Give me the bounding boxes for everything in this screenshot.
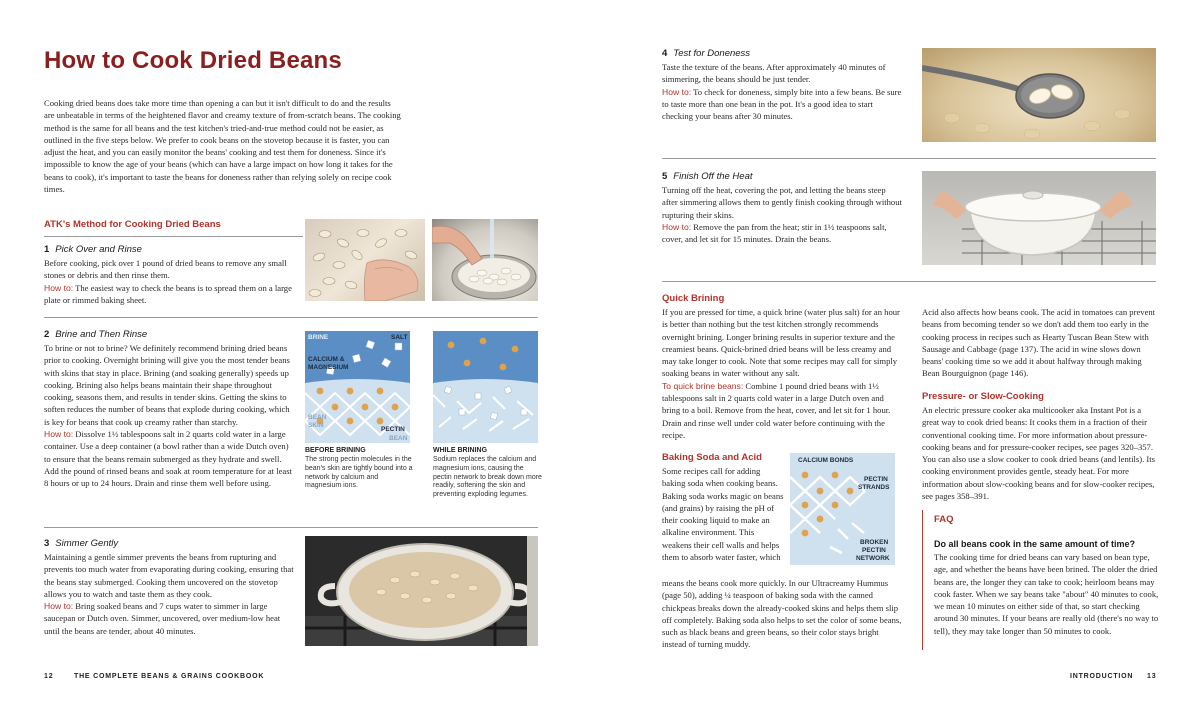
step1-howto: The easiest way to check the beans is to spread them on a large plate or rimmed baking sheet. [44,282,292,305]
simmering-pot-illustration [305,536,538,646]
quick-brining-heading: Quick Brining [662,293,725,304]
quick-brining-body [662,306,902,441]
before-brining-caption-title: BEFORE BRINING [305,447,366,454]
step5-body [662,184,902,245]
faq-answer: The cooking time for dried beans can vary based on bean type, age, and whether the beans have been brined. The older the dried beans are, the longer they can take to cook; heirloom beans may cook faster. When we say beans take "about" 40 minutes to cook, we mean 10 minutes on either side of that, so start checking around 30 minutes. If your beans are really old (there's no way to tell), they may take longer than 50 minutes to cook. [934,552,1159,636]
diagram-label-strands: STRANDS [858,484,890,491]
step4-number: 4 [662,48,668,59]
diagram-label-network: NETWORK [856,555,890,562]
diagram-label-broken: BROKEN [860,539,889,546]
step5-howto: Remove the pan from the heat; stir in 1½ teaspoons salt, cover, and let sit for 15 minutes. Drain the beans. [662,221,887,245]
pressure-paragraph: An electric pressure cooker aka multicooker aka Instant Pot is a great way to cook dried beans: It cooks them in a fraction of their conventional cooking time. For more information about pressure-cooking beans and for pressure-cooker recipes, see pages 320–357. You can also use a slow cooker to cook dried beans (and lentils). Its cooking environment provides gentle, steady heat. For more information about slow-cooking beans and for slow-cooker recipes, see pages 358–391. [922,405,1156,502]
quick-brining-howto: Combine 1 pound dried beans with 1½ tablespoons salt in 2 quarts cold water in a large Dutch oven and bring to a boil. Remove from the heat, cover, and let sit for 1 hour. Drain and rinse well under cold water before continuing with the recipe. [662,380,891,440]
diagram-before-brining [305,331,410,443]
diagram-label-brine: BRINE [308,334,329,341]
step1-number: 1 [44,244,50,255]
step2-howto: Dissolve 1½ tablespoons salt in 2 quarts cold water in a large container. Use a deep container (a bowl rather than a wide Dutch oven) to ensure that the beans remain submerged as they hydrate and swell. Add the pound of rinsed beans and soak at room temperature for at least 8 hours or up to 24 hours. Drain and rinse them well before using. [44,429,292,489]
step2-heading [44,329,147,340]
step5-title: Finish Off the Heat [673,171,753,182]
faq-question: Do all beans cook in the same amount of time? [934,539,1136,549]
step3-text: Maintaining a gentle simmer prevents the beans from rupturing and prevents too much water from evaporating during cooking, ensuring that the beans stay submerged. Cooking them uncovered on the stovetop allows you to watch and taste them as they cook. [44,552,294,599]
diagram-label-bean-bottom: BEAN [389,435,408,442]
step3-howto: Bring soaked beans and 7 cups water to simmer in large saucepan or Dutch oven. Simmer, uncovered, over medium-low heat until the beans are tender, about 40 minutes. [44,601,281,636]
method-heading: ATK's Method for Cooking Dried Beans [44,219,221,230]
photo-simmering-pot [305,536,538,646]
step1-title: Pick Over and Rinse [55,244,142,255]
baking-soda-text-full: means the beans cook more quickly. In our Ultracreamy Hummus (page 50), adding ¼ teaspoon of baking soda with the canned chickpeas breaks down the already-cooked skins and helps them slip off completely. Baking soda also helps to set the color of some beans, such as black beans and green beans, so their color stays bright instead of turning muddy. [662,578,902,650]
step1-text: Before cooking, pick over 1 pound of dried beans to remove any small stones or debris and then rinse them. [44,258,287,281]
diagram-label-bean: BEAN [308,414,327,421]
diagram-label-broken-pectin: PECTIN [862,547,886,554]
while-brining-caption-title: WHILE BRINING [433,447,488,454]
step1-howto-label: How to: [44,282,74,293]
step5-heading [662,171,753,182]
diagram-while-brining [433,331,538,443]
photo-beans-on-sheet [305,219,425,301]
while-brining-caption: Sodium replaces the calcium and magnesium ions, causing the pectin network to break down more readily, softening the skin and preventing exploding legumes. [433,456,542,499]
photo-covered-pot [922,171,1156,265]
step5-text: Turning off the heat, covering the pot, and letting the beans steep after simmering allows them to gently finish cooking through without rupturing their skins. [662,185,902,220]
page-title: How to Cook Dried Beans [44,47,342,74]
quick-brining-howto-label: To quick brine beans: [662,380,744,391]
step2-howto-label: How to: [44,429,74,440]
diagram-label-calcium: CALCIUM & [308,356,345,363]
step4-rule [662,158,1156,159]
left-footer-book-title: THE COMPLETE BEANS & GRAINS COOKBOOK [74,673,265,680]
spoon-beans-illustration [922,48,1156,142]
step3-howto-label: How to: [44,601,74,612]
step2-title: Brine and Then Rinse [55,329,148,340]
step4-heading [662,48,750,59]
diagram-label-salt: SALT [391,334,408,341]
left-footer-page-number: 12 [44,673,54,680]
quick-brining-text: If you are pressed for time, a quick brine (water plus salt) for an hour is better than nothing but the test kitchen strongly recommends overnight brining. Longer brining results in superior texture and the creamiest beans. Quick-brined dried beans will be less creamy and may take longer to cook. Note that some recipes may call for simply soaking beans in water without any salt. [662,307,900,379]
step2-rule [44,527,538,528]
step1-body [44,257,296,306]
intro-paragraph: Cooking dried beans does take more time than opening a can but it isn't difficult to do and the results are unbeatable in terms of the heightened flavor and creamy texture of from-scratch beans. The cooking method is the same for all beans and the test kitchen's tried-and-true method could not be easier, as outlined in the five steps below. We prefer to cook beans on the stovetop because it is faster, you can adjust the heat, and you can easily monitor the beans' cooking and test them for doneness. Since it's impossible to know the age of your beans (which can have a large impact on how long it takes for the beans to cook), it's important to taste the beans for doneness rather than relying solely on recipe cook times. [44,98,401,195]
step4-howto: To check for doneness, simply bite into a few beans. Be sure to taste more than one bean in the pot. It's a good idea to start checking your beans after 30 minutes. [662,86,902,122]
diagram-label-pectin: PECTIN [381,426,405,433]
step4-howto-label: How to: [662,86,692,97]
diagram-label-calcium-bonds: CALCIUM BONDS [798,457,854,464]
diagram-label-magnesium: MAGNESIUM [308,364,349,371]
step5-rule [662,281,1156,282]
faq-accent-bar [922,510,923,650]
before-brining-caption: The strong pectin molecules in the bean's skin are tightly bound into a network by calcium and magnesium ions. [305,456,413,490]
baking-soda-text-narrow: Some recipes call for adding baking soda when cooking beans. Baking soda works magic on beans (and grains) by raising the pH of their cooking liquid to make an alkaline environment. This weakens their cell walls and helps them to absorb water faster, which [662,466,784,563]
step4-text: Taste the texture of the beans. After approximately 40 minutes of simmering, the beans should be just tender. [662,62,886,85]
step5-number: 5 [662,171,668,182]
step2-text: To brine or not to brine? We definitely recommend brining dried beans prior to cooking. Overnight brining will give you the most tender beans with skins that stay in place. Brining (and soaking generally) speeds up cooking. Brining also helps beans maintain their shape throughout cooking, seasons them, and results in tender skins. Getting the skins to soften reduces the number of beans that explode during cooking, which is key for beans that cook up creamy rather than starchy. [44,343,290,427]
photo-rinsing-beans [432,219,538,301]
covered-pot-illustration [922,171,1156,265]
step2-body [44,342,294,490]
step4-title: Test for Doneness [673,48,751,59]
beans-on-sheet-illustration [305,219,425,301]
diagram-label-skin: SKIN [308,422,324,429]
step2-number: 2 [44,329,50,340]
right-footer-page-number: 13 [1147,673,1157,680]
step3-title: Simmer Gently [55,538,119,549]
diagram-baking-soda [790,453,895,565]
right-footer-section-title: INTRODUCTION [1070,673,1134,680]
photo-spoon-beans [922,48,1156,142]
step3-body [44,551,296,637]
rinsing-beans-illustration [432,219,538,301]
step4-body [662,61,902,122]
pressure-heading: Pressure- or Slow-Cooking [922,391,1044,402]
method-heading-rule [44,236,303,237]
step3-number: 3 [44,538,50,549]
faq-heading: FAQ [934,514,954,525]
acid-paragraph: Acid also affects how beans cook. The acid in tomatoes can prevent beans from becoming tender so we don't add them too early in the cooking process in recipes such as Hearty Tuscan Bean Stew with Sausage and Cabbage (page 137). The acid in wine slows down beans' cooking time so we add it about halfway through making Bean Bourguignon (page 146). [922,307,1156,379]
step5-howto-label: How to: [662,221,692,232]
step1-heading [44,244,142,255]
step3-heading [44,538,118,549]
diagram-label-pectin-1: PECTIN [864,476,888,483]
baking-soda-heading: Baking Soda and Acid [662,452,762,463]
step1-rule [44,317,538,318]
